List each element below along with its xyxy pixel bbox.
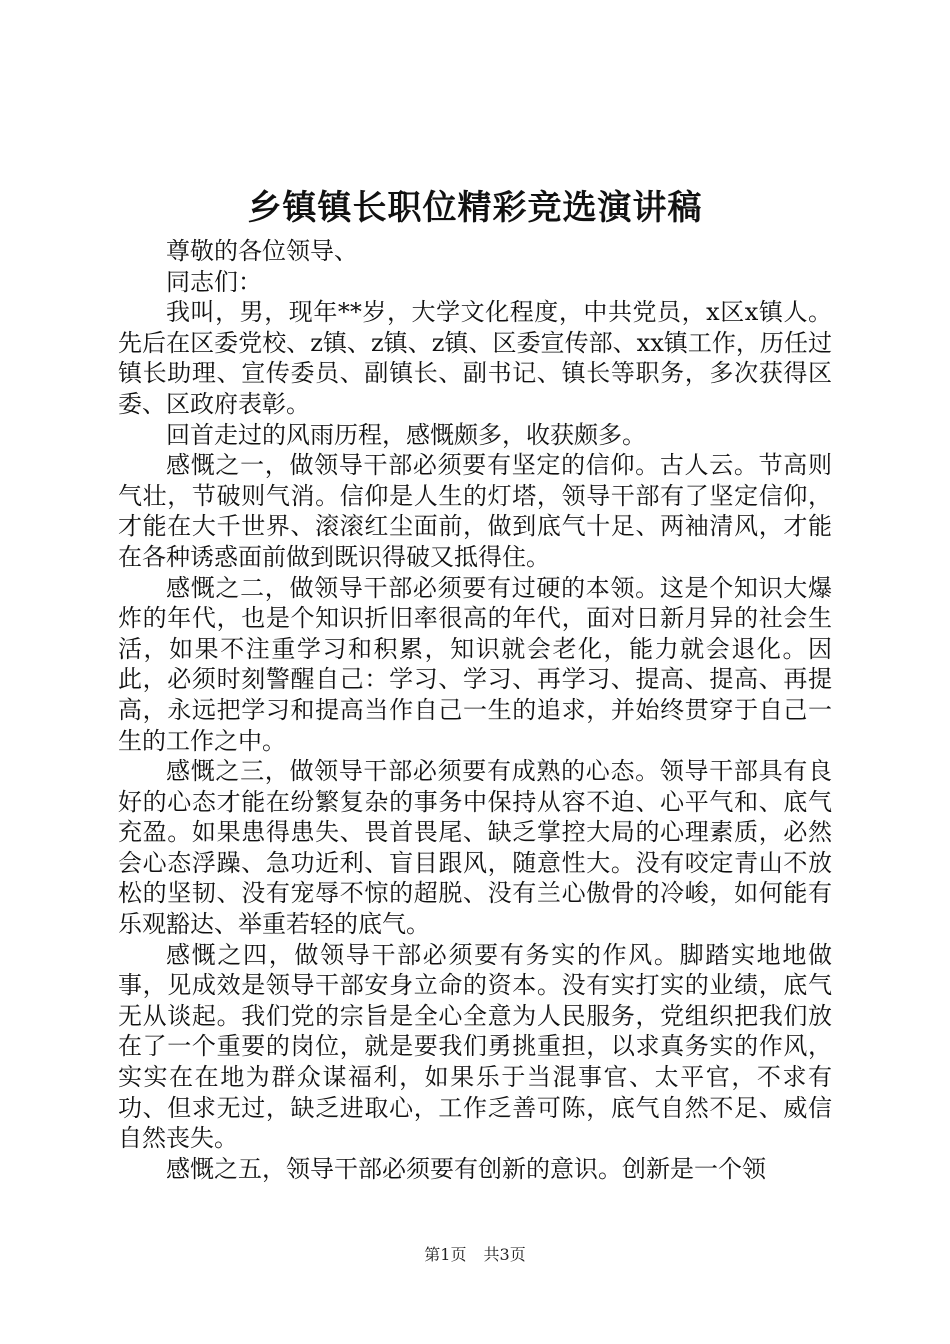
document-title: 乡镇镇长职位精彩竞选演讲稿	[247, 188, 703, 228]
paragraph-insight-2: 感慨之二，做领导干部必须要有过硬的本领。这是个知识大爆炸的年代，也是个知识折旧率很高的年代，面对日新月异的社会生活，如果不注重学习和积累，知识就会老化，能力就会退化。因此，必须时刻警醒自己：学习、学习、再学习、提高、提高、再提高，永远把学习和提高当作自己一生的追求，并始终贯穿于自己一生的工作之中。	[118, 573, 832, 755]
paragraph-insight-1: 感慨之一，做领导干部必须要有坚定的信仰。古人云。节高则气壮，节破则气消。信仰是人生的灯塔，领导干部有了坚定信仰，才能在大千世界、滚滚红尘面前，做到底气十足、两袖清风，才能在各种诱惑面前做到既识得破又抵得住。	[118, 451, 832, 571]
paragraph-self-introduction: 我叫，男，现年**岁，大学文化程度，中共党员，x区x镇人。先后在区委党校、z镇、z镇、z镇、区委宣传部、xx镇工作，历任过镇长助理、宣传委员、副镇长、副书记、镇长等职务，多次获得区委、区政府表彰。	[118, 298, 832, 418]
page-footer	[0, 1244, 950, 1266]
paragraph-review: 回首走过的风雨历程，感慨颇多，收获颇多。	[166, 420, 646, 449]
page-number-current: 第1页	[424, 1245, 467, 1264]
paragraph-insight-5: 感慨之五，领导干部必须要有创新的意识。创新是一个领	[166, 1154, 766, 1183]
paragraph-insight-3: 感慨之三，做领导干部必须要有成熟的心态。领导干部具有良好的心态才能在纷繁复杂的事务中保持从容不迫、心平气和、底气充盈。如果患得患失、畏首畏尾、缺乏掌控大局的心理素质，必然会心态浮躁、急功近利、盲目跟风，随意性大。没有咬定青山不放松的坚韧、没有宠辱不惊的超脱、没有兰心傲骨的冷峻，如何能有乐观豁达、举重若轻的底气。	[118, 757, 832, 939]
page-number-total: 共3页	[483, 1245, 526, 1264]
salutation-line-1: 尊敬的各位领导、	[166, 237, 358, 265]
document-body	[118, 236, 832, 1184]
paragraph-insight-4: 感慨之四，做领导干部必须要有务实的作风。脚踏实地地做事，见成效是领导干部安身立命的资本。没有实打实的业绩，底气无从谈起。我们党的宗旨是全心全意为人民服务，党组织把我们放在了一个重要的岗位，就是要我们勇挑重担，以求真务实的作风，实实在在地为群众谋福利，如果乐于当混事官、太平官，不求有功、但求无过，缺乏进取心，工作乏善可陈，底气自然不足、威信自然丧失。	[118, 940, 832, 1153]
salutation-line-2: 同志们：	[166, 267, 262, 296]
